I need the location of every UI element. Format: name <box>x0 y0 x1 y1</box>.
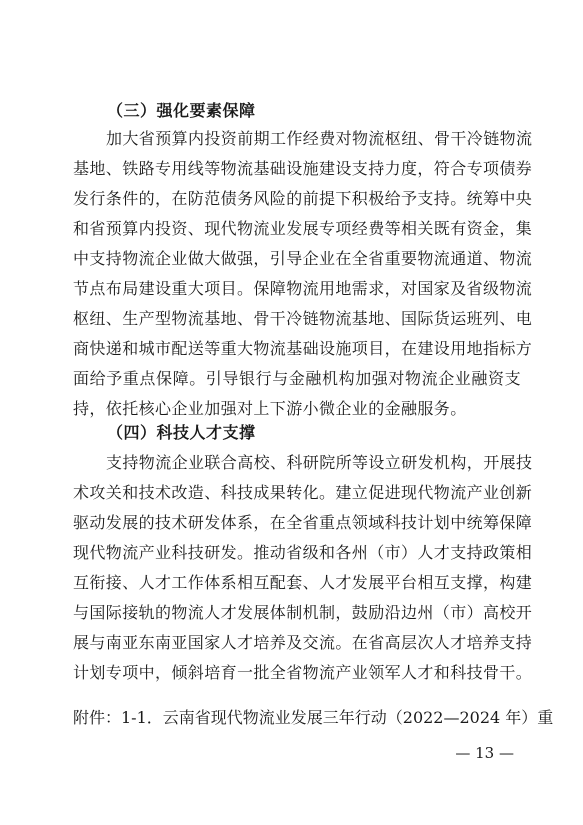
paragraph-line: 支持物流企业联合高校、科研院所等设立研发机构，开展技 <box>106 453 533 472</box>
section-4-paragraph <box>73 453 533 683</box>
paragraph-line: 术攻关和技术改造、科技成果转化。建立促进现代物流产业创新 <box>73 483 533 502</box>
paragraph-line: 展与南亚东南亚国家人才培养及交流。在省高层次人才培养支持 <box>73 633 533 652</box>
page-number: — 13 — <box>455 744 514 762</box>
paragraph-line: 枢纽、生产型物流基地、骨干冷链物流基地、国际货运班列、电 <box>73 309 533 328</box>
paragraph-line: 商快递和城市配送等重大物流基础设施项目，在建设用地指标方 <box>73 339 533 358</box>
paragraph-line: 中支持物流企业做大做强，引导企业在全省重要物流通道、物流 <box>73 249 533 268</box>
paragraph-line: 计划专项中，倾斜培育一批全省物流产业领军人才和科技骨干。 <box>73 663 533 682</box>
paragraph-line: 持，依托核心企业加强对上下游小微企业的金融服务。 <box>73 399 467 418</box>
section-3-paragraph <box>73 129 533 419</box>
paragraph-line: 与国际接轨的物流人才发展体制机制，鼓励沿边州（市）高校开 <box>73 603 533 622</box>
paragraph-line: 基地、铁路专用线等物流基础设施建设支持力度，符合专项债券 <box>73 159 533 178</box>
paragraph-line: 驱动发展的技术研发体系，在全省重点领域科技计划中统筹保障 <box>73 513 533 532</box>
paragraph-line: 和省预算内投资、现代物流业发展专项经费等相关既有资金，集 <box>73 219 533 238</box>
section-heading-3: （三）强化要素保障 <box>107 101 256 120</box>
section-heading-4: （四）科技人才支撑 <box>107 423 256 442</box>
paragraph-line: 互衔接、人才工作体系相互配套、人才发展平台相互支撑，构建 <box>73 573 533 592</box>
attachment-note: 附件：1-1．云南省现代物流业发展三年行动（2022—2024 年）重 <box>73 708 554 727</box>
paragraph-line: 节点布局建设重大项目。保障物流用地需求，对国家及省级物流 <box>73 279 533 298</box>
paragraph-line: 现代物流产业科技研发。推动省级和各州（市）人才支持政策相 <box>73 543 533 562</box>
paragraph-line: 加大省预算内投资前期工作经费对物流枢纽、骨干冷链物流 <box>106 129 533 148</box>
paragraph-line: 面给予重点保障。引导银行与金融机构加强对物流企业融资支 <box>73 369 521 388</box>
paragraph-line: 发行条件的，在防范债务风险的前提下积极给予支持。统筹中央 <box>73 189 533 208</box>
